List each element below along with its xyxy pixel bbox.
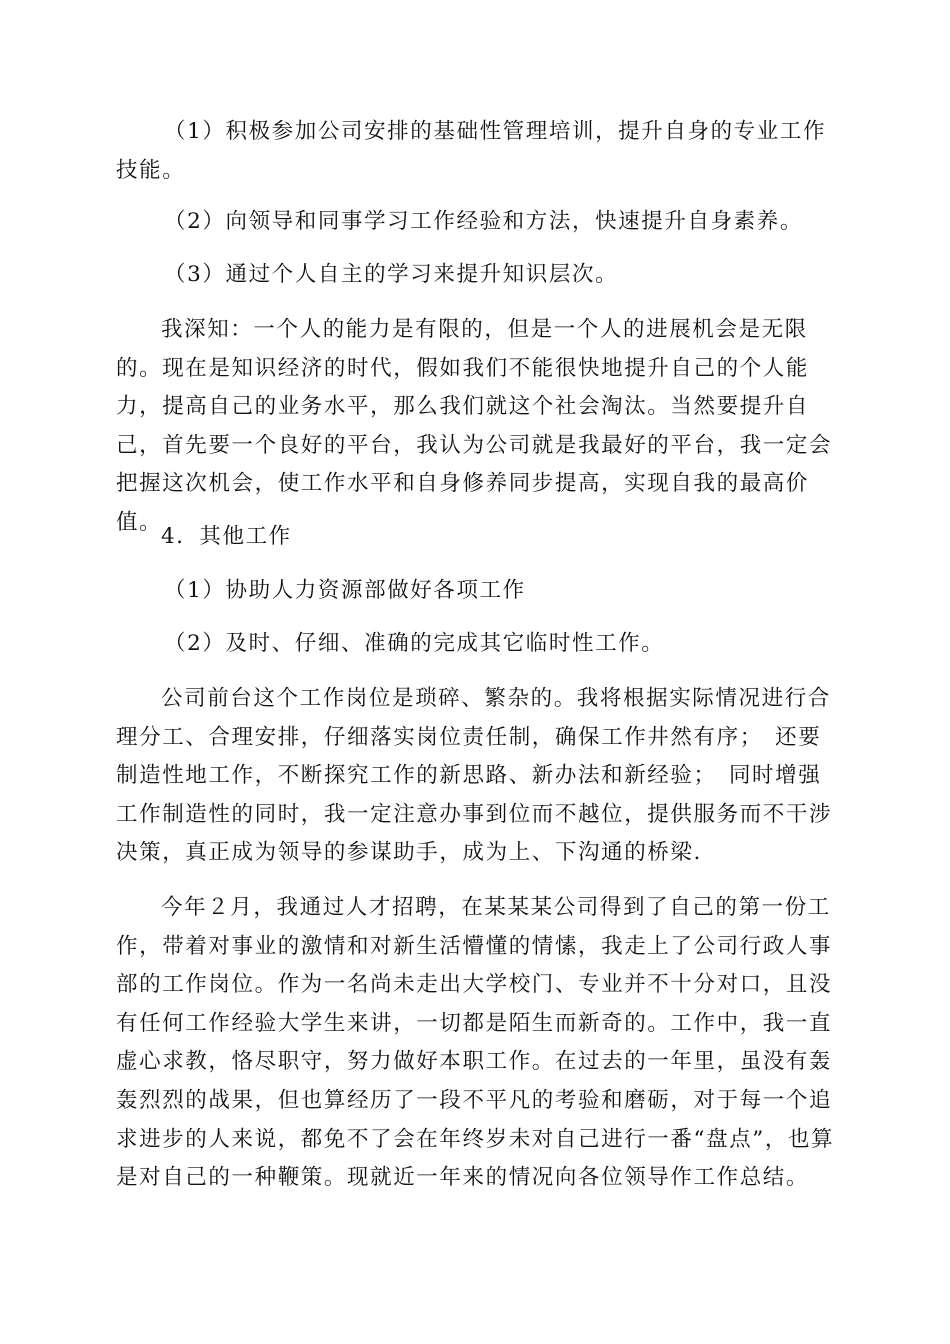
- paragraph-year-summary: 今年２月，我通过人才招聘，在某某某公司得到了自己的第一份工作，带着对事业的激情和对新生活懵懂的情愫，我走上了公司行政人事部的工作岗位。作为一名尚未走出大学校门、专业并不十分对口，且没有任何工作经验大学生来讲，一切都是陌生而新奇的。工作中，我一直虚心求教，恪尽职守，努力做好本职工作。在过去的一年里，虽没有轰轰烈烈的战果，但也算经历了一段不平凡的考验和磨砺，对于每一个追求进步的人来说，都免不了会在年终岁未对自己进行一番“盘点”，也算是对自己的一种鞭策。现就近一年来的情况向各位领导作工作总结。: [116, 895, 835, 1191]
- paragraph-front-desk: 公司前台这个工作岗位是琐碎、繁杂的。我将根据实际情况进行合理分工、合理安排，仔细落实岗位责任制，确保工作井然有序； 还要制造性地工作，不断探究工作的新思路、新办法和新经验； 同时增强工作制造性的同时，我一定注意办事到位而不越位，提供服务而不干涉决策，真正成为领导的参谋助手，成为上、下沟通的桥梁.: [116, 686, 833, 866]
- paragraph-other-work-item-2: （2）及时、仔细、准确的完成其它临时性工作。: [164, 631, 665, 656]
- paragraph-training-item-1: （1）积极参加公司安排的基础性管理培训，提升自身的专业工作技能。: [116, 119, 827, 183]
- paragraph-other-work-item-1: （1）协助人力资源部做好各项工作: [164, 578, 526, 603]
- paragraph-self-improvement: 我深知：一个人的能力是有限的，但是一个人的进展机会是无限的。现在是知识经济的时代，假如我们不能很快地提升自己的个人能力，提高自己的业务水平，那么我们就这个社会淘汰。当然要提升自己，首先要一个良好的平台，我认为公司就是我最好的平台，我一定会把握这次机会，使工作水平和自身修养同步提高，实现自我的最高价值。: [116, 317, 833, 535]
- paragraph-training-item-2: （2）向领导和同事学习工作经验和方法，快速提升自身素养。: [164, 209, 803, 234]
- section-heading-other-work: 4．其他工作: [161, 524, 292, 549]
- paragraph-training-item-3: （3）通过个人自主的学习来提升知识层次。: [164, 262, 619, 287]
